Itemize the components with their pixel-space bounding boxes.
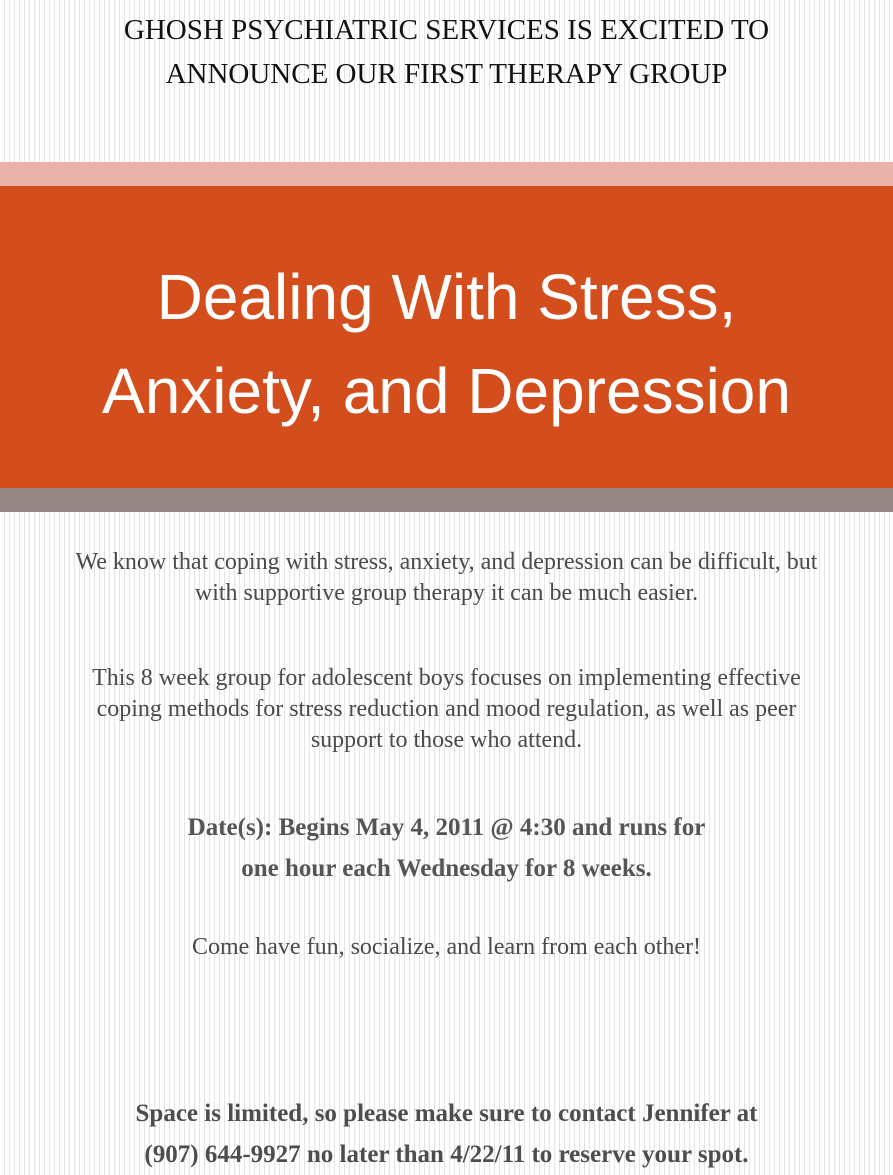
- dates-line-1: Date(s): Begins May 4, 2011 @ 4:30 and runs for: [187, 814, 706, 841]
- contact-paragraph: [0, 1093, 893, 1175]
- contact-line-2: (907) 644-9927 no later than 4/22/11 to reserve your spot.: [144, 1141, 749, 1168]
- intro-line-1: We know that coping with stress, anxiety, and depression can be difficult, but: [75, 549, 818, 575]
- intro-paragraph: [0, 547, 893, 609]
- invite-line: Come have fun, socialize, and learn from each other!: [191, 934, 702, 960]
- description-line-3: support to those who attend.: [310, 727, 583, 753]
- header-line-2: ANNOUNCE OUR FIRST THERAPY GROUP: [165, 58, 728, 90]
- description-line-1: This 8 week group for adolescent boys focuses on implementing effective: [92, 665, 801, 691]
- announcement-header: [0, 8, 893, 96]
- dates-paragraph: [0, 807, 893, 889]
- title-line-1: Dealing With Stress,: [156, 261, 737, 333]
- invite-paragraph: [0, 932, 893, 963]
- description-line-2: coping methods for stress reduction and mood regulation, as well as peer: [96, 696, 797, 722]
- description-paragraph: [0, 663, 893, 756]
- dates-line-2: one hour each Wednesday for 8 weeks.: [241, 855, 652, 882]
- banner-top-stripe: [0, 162, 893, 186]
- banner-bottom-stripe: [0, 488, 893, 512]
- intro-line-2: with supportive group therapy it can be much easier.: [194, 580, 699, 606]
- title-line-2: Anxiety, and Depression: [102, 355, 791, 427]
- banner-title: [0, 250, 893, 438]
- contact-line-1: Space is limited, so please make sure to contact Jennifer at: [135, 1100, 758, 1127]
- header-line-1: GHOSH PSYCHIATRIC SERVICES IS EXCITED TO: [123, 14, 770, 46]
